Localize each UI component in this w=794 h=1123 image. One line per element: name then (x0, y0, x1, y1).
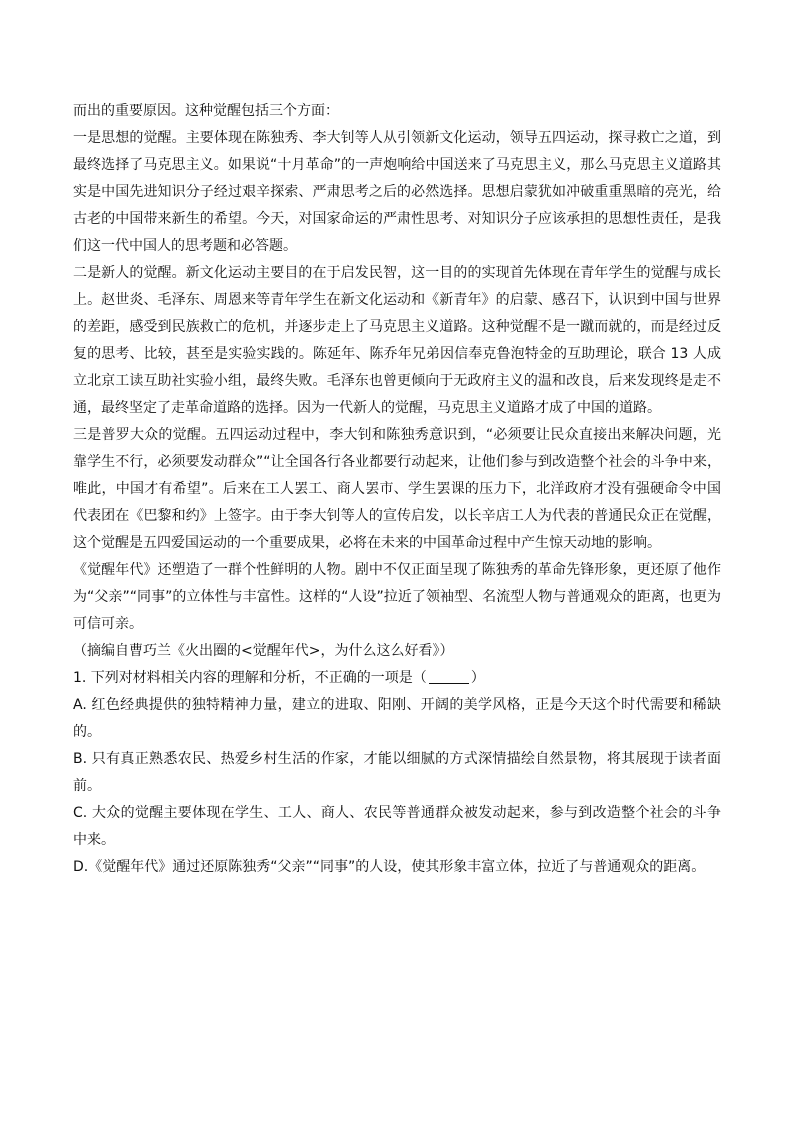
option-b: B. 只有真正熟悉农民、热爱乡村生活的作家，才能以细腻的方式深情描绘自然景物，将其展现于读者面前。 (73, 751, 721, 794)
option-a: A. 红色经典提供的独特精神力量，建立的进取、阳刚、开阔的美学风格，正是今天这个时代需要和稀缺的。 (73, 697, 721, 740)
question-stem-close: ） (470, 670, 485, 686)
question-stem-text: 1. 下列对材料相关内容的理解和分析，不正确的一项是（ (73, 670, 427, 686)
paragraph-masses-awakening: 三是普罗大众的觉醒。五四运动过程中，李大钊和陈独秀意识到，“必须要让民众直接出来解决问题，光靠学生不行，必须要发动群众”“让全国各行各业都要行动起来，让他们参与到改造整个社会的斗争中来，唯此，中国才有希望”。后来在工人罢工、商人罢市、学生罢课的压力下，北洋政府才没有强硬命令中国代表团在《巴黎和约》上签字。由于李大钊等人的宣传启发，以长辛店工人为代表的普通民众正在觉醒，这个觉醒是五四爱国运动的一个重要成果，必将在未来的中国革命过程中产生惊天动地的影响。 (73, 427, 721, 551)
option-d: D.《觉醒年代》通过还原陈独秀“父亲”“同事”的人设，使其形象丰富立体，拉近了与普通观众的距离。 (73, 859, 706, 875)
document-body (73, 98, 721, 881)
paragraph-new-people-awakening: 二是新人的觉醒。新文化运动主要目的在于启发民智，这一目的的实现首先体现在青年学生的觉醒与成长上。赵世炎、毛泽东、周恩来等青年学生在新文化运动和《新青年》的启蒙、感召下，认识到中国与世界的差距，感受到民族救亡的危机，并逐步走上了马克思主义道路。这种觉醒不是一蹴而就的，而是经过反复的思考、比较，甚至是实验实践的。陈延年、陈乔年兄弟因信奉克鲁泡特金的互助理论，联合 13 人成立北京工读互助社实验小组，最终失败。毛泽东也曾更倾向于无政府主义的温和改良，后来发现终是走不通，最终坚定了走革命道路的选择。因为一代新人的觉醒，马克思主义道路才成了中国的道路。 (73, 265, 721, 416)
paragraph-characters: 《觉醒年代》还塑造了一群个性鲜明的人物。剧中不仅正面呈现了陈独秀的革命先锋形象，更还原了他作为“父亲”“同事”的立体性与丰富性。这样的“人设”拉近了领袖型、名流型人物与普通观众的距离，也更为可信可亲。 (73, 562, 721, 632)
paragraph-intro: 而出的重要原因。这种觉醒包括三个方面： (73, 103, 339, 119)
answer-blank[interactable] (429, 669, 469, 684)
option-c: C. 大众的觉醒主要体现在学生、工人、商人、农民等普通群众被发动起来，参与到改造整个社会的斗争中来。 (73, 805, 721, 848)
source-citation: （摘编自曹巧兰《火出圈的<觉醒年代>，为什么这么好看》） (73, 643, 454, 659)
paragraph-thought-awakening: 一是思想的觉醒。主要体现在陈独秀、李大钊等人从引领新文化运动，领导五四运动，探寻救亡之道，到最终选择了马克思主义。如果说“十月革命”的一声炮响给中国送来了马克思主义，那么马克思主义道路其实是中国先进知识分子经过艰辛探索、严肃思考之后的必然选择。思想启蒙犹如冲破重重黑暗的亮光，给古老的中国带来新生的希望。今天，对国家命运的严肃性思考、对知识分子应该承担的思想性责任，是我们这一代中国人的思考题和必答题。 (73, 130, 721, 254)
question-stem (73, 665, 721, 692)
